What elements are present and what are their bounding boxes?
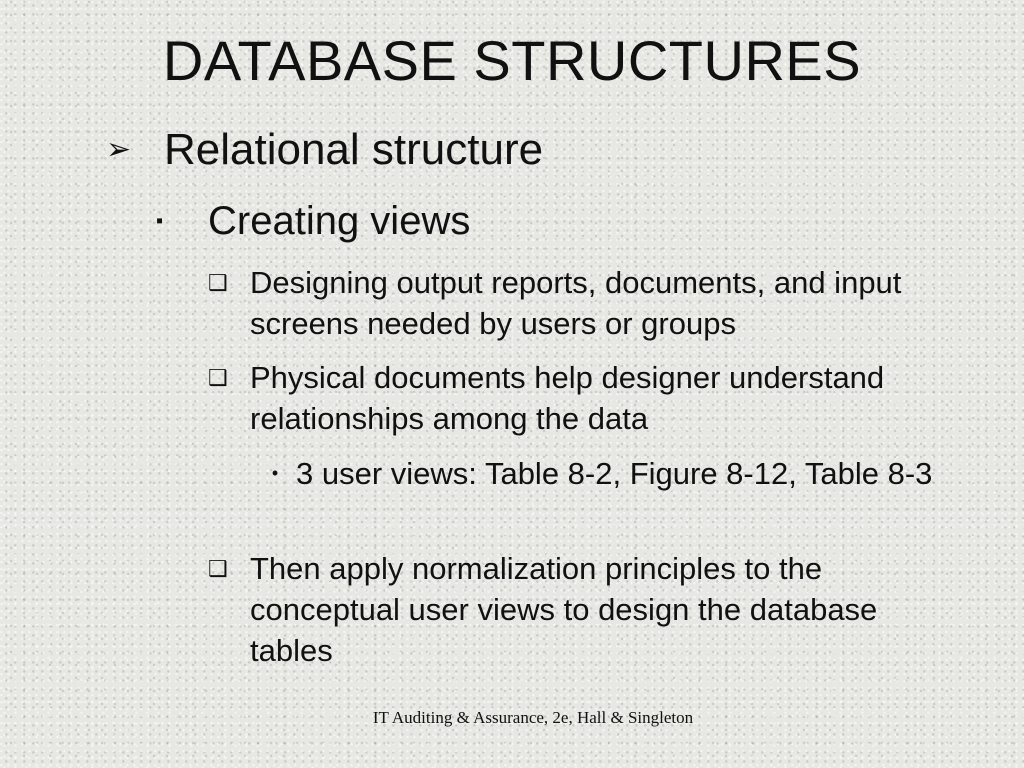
square-bullet-icon: ▪: [156, 210, 164, 232]
checkbox-bullet-icon: ❑: [208, 270, 228, 295]
bullet-level3-text: Designing output reports, documents, and input screens needed by users or groups: [250, 265, 902, 341]
bullet-level1-text: Relational structure: [164, 125, 544, 174]
bullet-level4-text: 3 user views: Table 8-2, Figure 8-12, Table 8-3: [296, 456, 933, 491]
slide-footer: IT Auditing & Assurance, 2e, Hall & Singleton: [372, 708, 694, 727]
bullet-level1: [106, 122, 956, 178]
bullet-level3-text: Then apply normalization principles to the conceptual user views to design the database tables: [250, 551, 878, 668]
dot-bullet-icon: •: [271, 463, 279, 483]
checkbox-bullet-icon: ❑: [208, 365, 228, 390]
bullet-level4: [254, 453, 954, 494]
slide-title: DATABASE STRUCTURES: [162, 29, 862, 92]
bullet-level3-item: [208, 548, 968, 671]
bullet-level3-item: [208, 262, 968, 344]
arrow-bullet-icon: ➢: [106, 133, 132, 166]
bullet-level3-item: [208, 357, 968, 439]
checkbox-bullet-icon: ❑: [208, 556, 228, 581]
bullet-level2: [156, 196, 956, 246]
bullet-level3-text: Physical documents help designer understand relationships among the data: [250, 360, 885, 436]
bullet-level2-text: Creating views: [208, 199, 471, 243]
